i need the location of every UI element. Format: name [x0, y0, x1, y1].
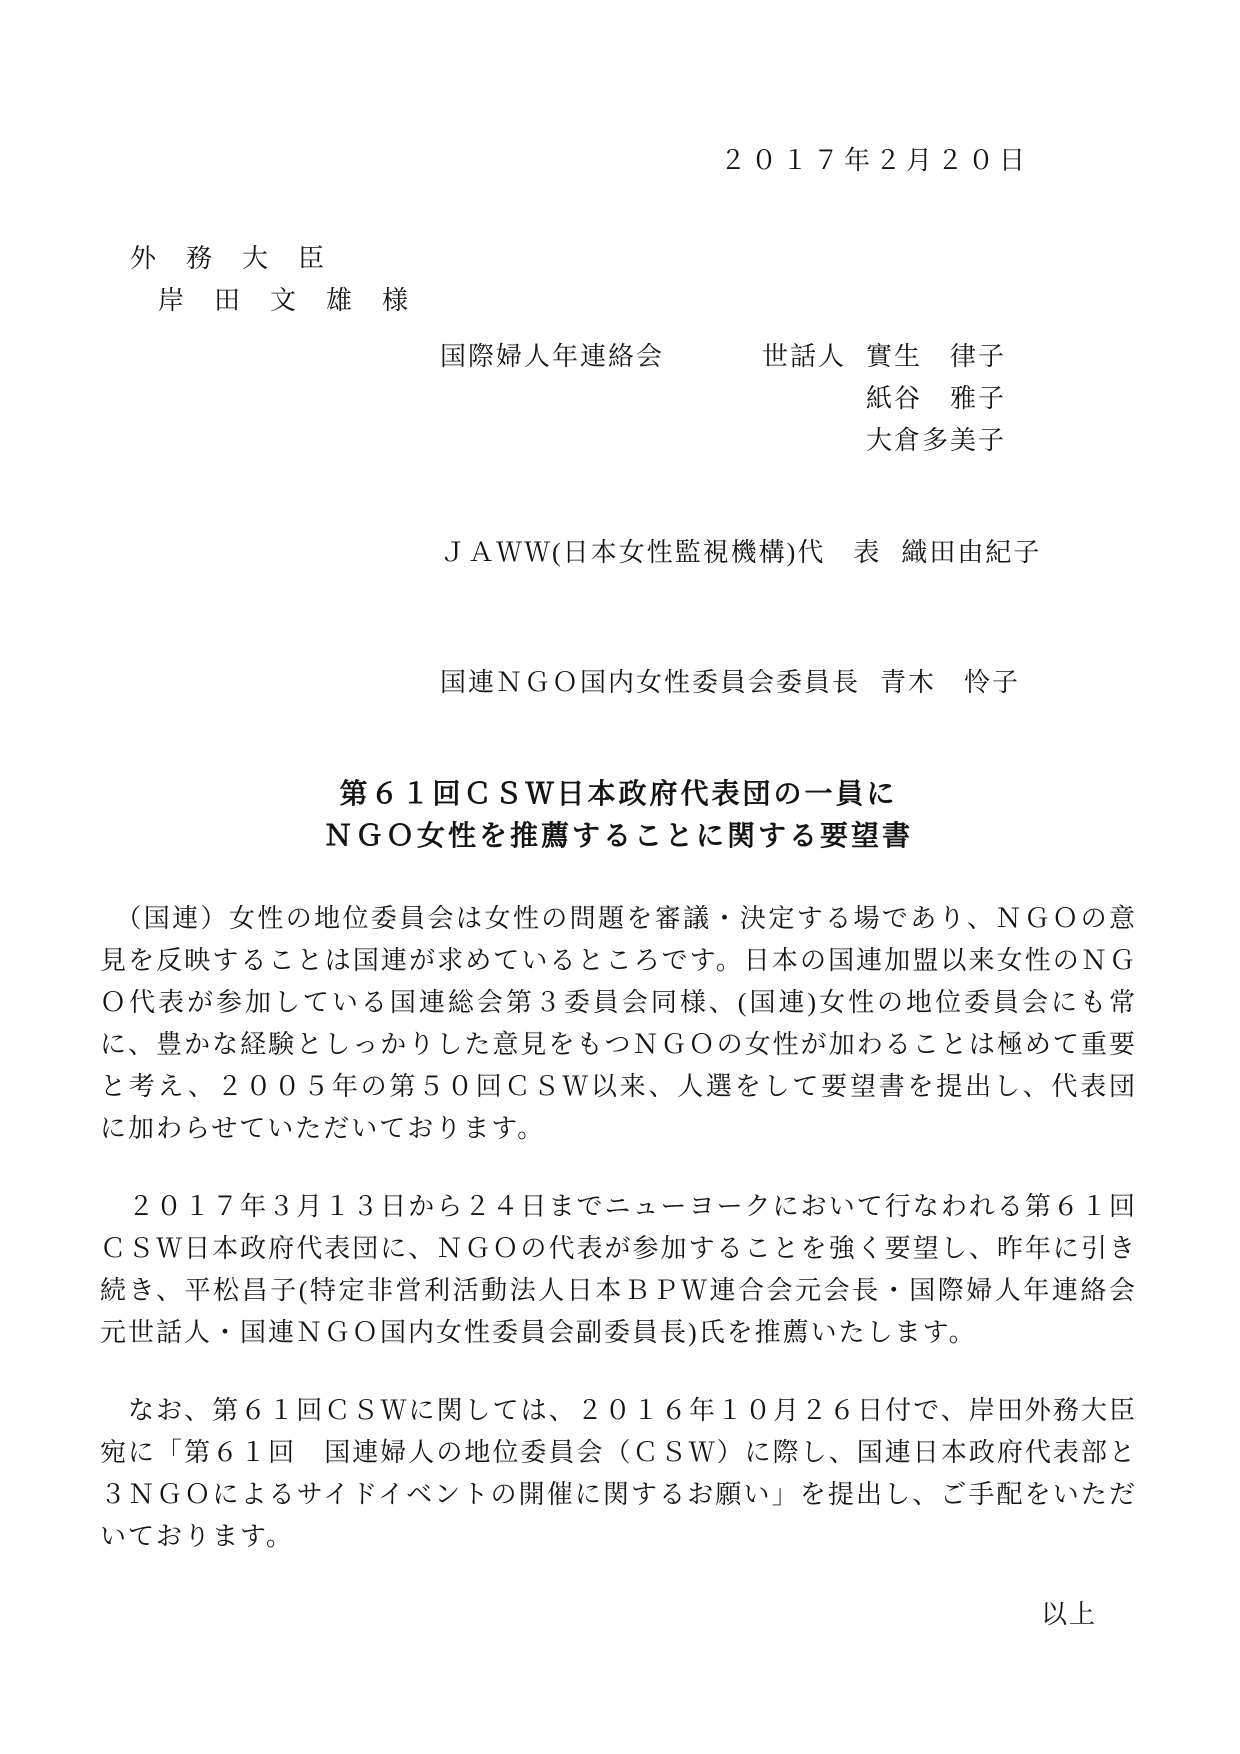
closing-ijou: 以上 — [1040, 1600, 1097, 1629]
sender-org-name: 国連ＮＧＯ国内女性委員会 — [440, 668, 777, 697]
sender-org-name: 国際婦人年連絡会 — [440, 342, 665, 371]
sender-row-kokuren-ngo — [440, 662, 1137, 704]
document-title — [100, 774, 1137, 858]
sender-row-kokusai-fujin — [440, 336, 1137, 462]
sender-person-name: 織田由紀子 — [901, 538, 1042, 567]
sender-person-name: 大倉多美子 — [866, 426, 1007, 455]
senders-block — [440, 336, 1137, 704]
sender-names — [866, 336, 1006, 462]
document-date: ２０１７年２月２０日 — [719, 146, 1030, 175]
sender-person-name: 實生 律子 — [866, 342, 1007, 371]
sender-role: 世話人 — [762, 342, 847, 371]
sender-names — [880, 662, 1020, 704]
sender-role: 代 表 — [797, 538, 882, 567]
sender-role: 委員長 — [776, 668, 861, 697]
body-paragraph-1: （国連）女性の地位委員会は女性の問題を審議・決定する場であり、ＮＧＯの意見を反映することは国連が求めているところです。日本の国連加盟以来女性のＮＧＯ代表が参加している国連総会第３委員会同様、(国連)女性の地位委員会にも常に、豊かな経験としっかりした意見をもつＮＧＯの女性が加わることは極めて重要と考え、２００５年の第５０回ＣＳＷ以来、人選をして要望書を提出し、代表団に加わらせていただいております。 — [100, 904, 1137, 1143]
document-title-line2: ＮＧＯ女性を推薦することに関する要望書 — [323, 821, 913, 852]
document-title-line1: 第６１回ＣＳＷ日本政府代表団の一員に — [339, 779, 898, 810]
addressee-block — [130, 238, 1137, 322]
sender-names — [901, 532, 1041, 574]
addressee-name: 岸 田 文 雄 様 — [158, 286, 411, 315]
sender-person-name: 青木 怜子 — [880, 668, 1021, 697]
sender-person-name: 紙谷 雅子 — [866, 384, 1007, 413]
body-paragraph-3: なお、第６１回ＣＳＷに関しては、２０１６年１０月２６日付で、岸田外務大臣宛に「第６１回 国連婦人の地位委員会（ＣＳＷ）に際し、国連日本政府代表部と３ＮＧＯによるサイドイベントの開催に関するお願い」を提出し、ご手配をいただいております。 — [100, 1396, 1137, 1551]
addressee-office: 外 務 大 臣 — [130, 244, 327, 273]
body-paragraph-2: ２０１７年３月１３日から２４日までニューヨークにおいて行なわれる第６１回ＣＳＷ日本政府代表団に、ＮＧＯの代表が参加することを強く要望し、昨年に引き続き、平松昌子(特定非営利活動法人日本ＢＰＷ連合会元会長・国際婦人年連絡会元世話人・国連ＮＧＯ国内女性委員会副委員長)氏を推薦いたします。 — [100, 1192, 1137, 1347]
sender-row-jaww — [440, 532, 1137, 574]
sender-org-name: ＪＡＷＷ(日本女性監視機構) — [440, 538, 798, 567]
